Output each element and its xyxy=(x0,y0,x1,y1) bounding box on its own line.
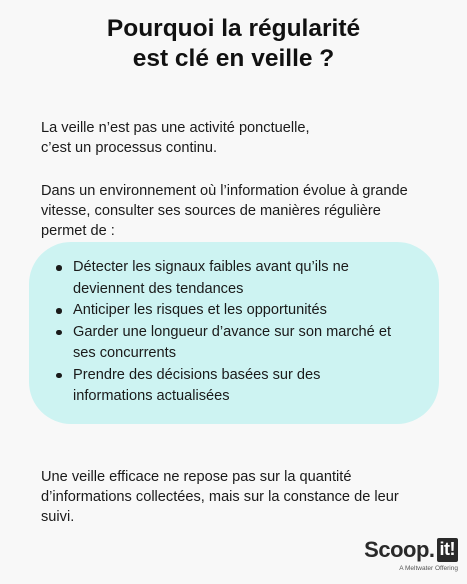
list-item xyxy=(52,365,432,408)
logo-tagline: A Meltwater Offering xyxy=(399,565,458,572)
intro-paragraph xyxy=(41,118,441,158)
intro-line-1: La veille n’est pas une activité ponctuelle, xyxy=(41,120,310,136)
list-item-line: Prendre des décisions basées sur des xyxy=(73,366,321,383)
conclusion-line-1: Une veille efficace ne repose pas sur la quantité xyxy=(41,469,352,485)
bullet-dot-icon xyxy=(56,373,62,379)
list-item-line: Anticiper les risques et les opportunités xyxy=(73,302,327,318)
title-line-2: est clé en veille ? xyxy=(132,45,335,72)
bullet-dot-icon xyxy=(56,308,62,314)
context-line-3: permet de : xyxy=(41,223,115,239)
intro-line-2: c’est un processus continu. xyxy=(41,140,218,156)
conclusion-paragraph xyxy=(41,467,441,527)
bullet-dot-icon xyxy=(56,330,62,336)
conclusion-line-3: suivi. xyxy=(41,509,75,525)
list-item-line: Détecter les signaux faibles avant qu’ils ne xyxy=(73,259,349,275)
scoopit-logo xyxy=(364,537,458,579)
context-line-1: Dans un environnement où l’information évolue à grande xyxy=(41,183,408,199)
list-item-line: ses concurrents xyxy=(73,345,177,361)
context-line-2: vitesse, consulter ses sources de manières régulière xyxy=(41,203,381,219)
logo-word-text: Scoop. xyxy=(364,537,435,562)
benefits-list xyxy=(52,257,432,408)
page-title xyxy=(0,14,467,74)
context-paragraph xyxy=(41,181,441,241)
list-item xyxy=(52,322,432,365)
list-item xyxy=(52,257,432,300)
logo-wordmark xyxy=(364,537,458,563)
bullet-dot-icon xyxy=(56,265,62,271)
list-item-line: Garder une longueur d’avance sur son marché et xyxy=(73,323,392,340)
title-line-1: Pourquoi la régularité xyxy=(106,15,361,42)
list-item-line: informations actualisées xyxy=(73,388,230,404)
logo-it-badge: it! xyxy=(437,538,459,562)
list-item-line: deviennent des tendances xyxy=(73,280,244,297)
conclusion-line-2: d’informations collectées, mais sur la constance de leur xyxy=(41,489,399,505)
list-item xyxy=(52,300,432,322)
